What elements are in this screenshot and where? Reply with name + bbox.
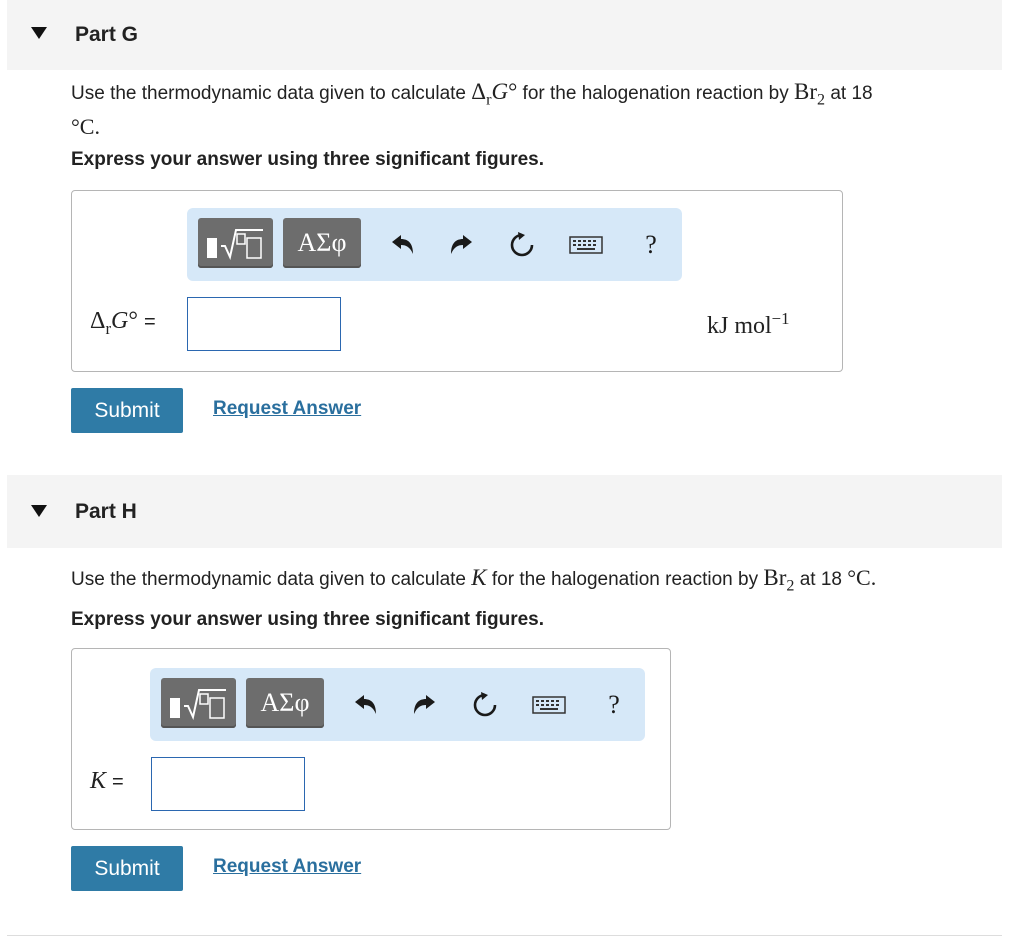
- undo-icon[interactable]: [385, 228, 419, 262]
- templates-button[interactable]: [198, 218, 273, 268]
- undo-icon[interactable]: [348, 688, 382, 722]
- part-g-instruction: Express your answer using three significant figures.: [71, 149, 545, 170]
- part-h-title: Part H: [75, 499, 137, 523]
- part-h-answer-box: [71, 648, 671, 830]
- templates-icon: [166, 684, 232, 722]
- help-icon[interactable]: ?: [645, 230, 657, 259]
- part-h-answer-input[interactable]: [151, 757, 305, 811]
- part-g-label: $\Delta_rG^\circ$ =: [90, 308, 156, 338]
- part-g-header[interactable]: [7, 0, 1002, 70]
- math-toolbar: [150, 668, 645, 741]
- part-g-question: Use the thermodynamic data given to calculate $\Delta_rG^\circ$ for the halogenation reaction by $Br_2$ at 18 °C.: [71, 79, 873, 139]
- part-g-answer-box: [71, 190, 843, 372]
- redo-icon[interactable]: [445, 228, 479, 262]
- part-h-request-answer-link[interactable]: Request Answer: [213, 856, 362, 877]
- reset-icon[interactable]: [468, 688, 502, 722]
- part-h-label: K =: [90, 768, 124, 794]
- divider: [7, 935, 1002, 936]
- part-h-header[interactable]: [7, 475, 1002, 548]
- help-icon[interactable]: ?: [608, 690, 620, 719]
- math-toolbar: [187, 208, 682, 281]
- part-g-title: Part G: [75, 23, 139, 46]
- keyboard-icon[interactable]: [568, 228, 604, 262]
- greek-symbols-button[interactable]: ΑΣφ: [246, 678, 324, 728]
- collapse-caret-icon[interactable]: [31, 505, 47, 517]
- part-g-request-answer-link[interactable]: Request Answer: [213, 398, 362, 419]
- greek-symbols-button[interactable]: ΑΣφ: [283, 218, 361, 268]
- part-g-submit-button[interactable]: Submit: [71, 388, 183, 433]
- part-g-answer-input[interactable]: [187, 297, 341, 351]
- part-h-submit-button[interactable]: Submit: [71, 846, 183, 891]
- templates-button[interactable]: [161, 678, 236, 728]
- reset-icon[interactable]: [505, 228, 539, 262]
- part-h-question: Use the thermodynamic data given to calculate K for the halogenation reaction by $Br_2$ at 18 °C.: [71, 565, 877, 595]
- redo-icon[interactable]: [408, 688, 442, 722]
- part-h-instruction: Express your answer using three significant figures.: [71, 609, 545, 630]
- keyboard-icon[interactable]: [531, 688, 567, 722]
- templates-icon: [203, 224, 269, 262]
- collapse-caret-icon[interactable]: [31, 27, 47, 39]
- part-g-units: kJ mol$^{-1}$: [707, 309, 790, 339]
